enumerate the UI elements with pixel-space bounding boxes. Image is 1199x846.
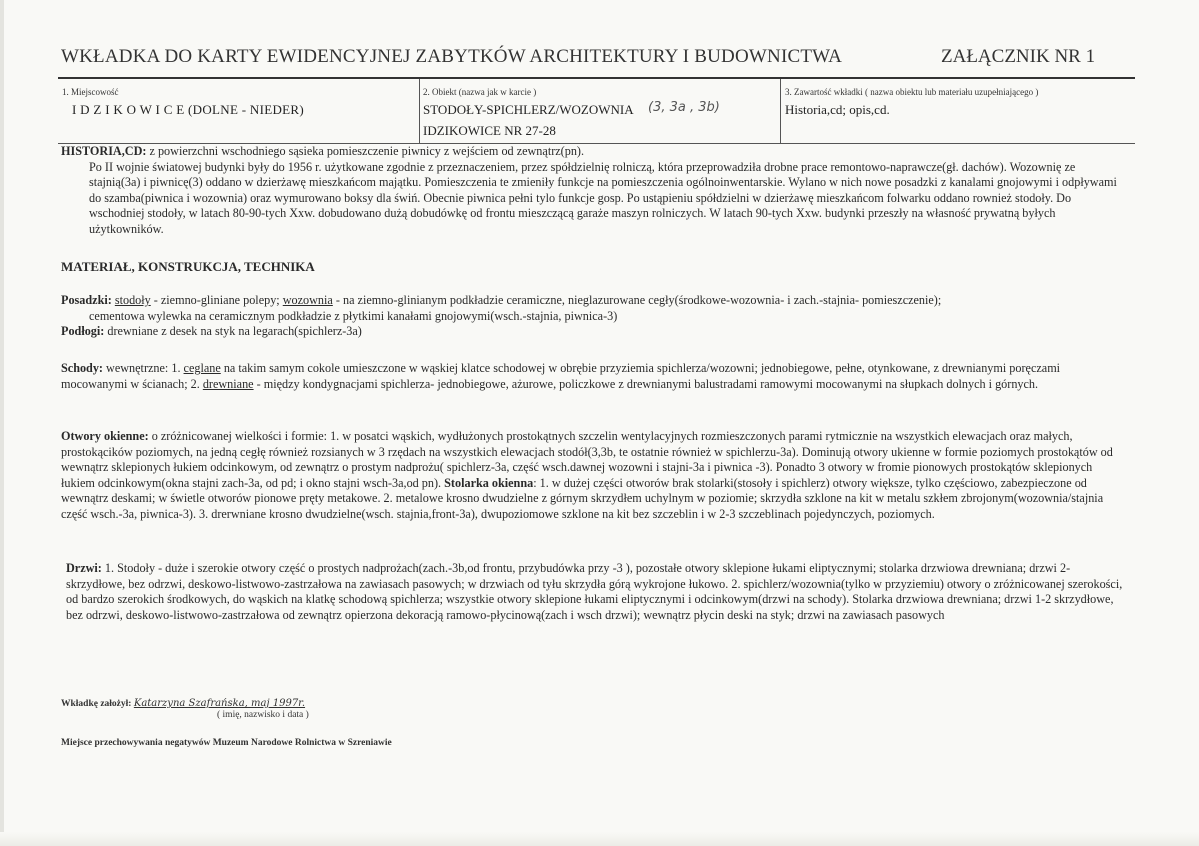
floors-text-3: cementowa wylewka na ceramicznym podkładzie z płytkimi kanałami gnojowymi(wsch.-stajnia, piwnica-3)	[89, 308, 618, 323]
header-rule	[58, 77, 1135, 79]
history-body: Po II wojnie światowej budynki były do 1956 r. użytkowane zgodnie z przeznaczeniem, przez spółdzielnię rolniczą, która przeprowadziła drobne prace remontowo-naprawcze(gł. dachów). Wozownię ze stajnią(3a) i piwnicę(3) oddano w dzierżawę mieszkańcom majątku. Pomieszczenia te zmieniły funkcje na pomieszczenia ogólnoinwentarskie. Wylano w nich nowe posadzki z kanalami gnojowymi i odpływami do szamba(piwnica i wozownia) oraz wymurowano boksy dla świń. Obecnie piwnica pełni tylo funkcje gosp. Po ustąpieniu spółdzielni w dzierżawę mieszkańcom folwarku oddano rownież stodoły. Do wschodniej stodoły, w latach 80-90-tych Xxw. dobudowano dużą dobudówkę od frontu mieszczącą garaże maszyn rolniczych. W latach 90-tych Xxw. budynki przeszły na własność prywatną byłych użytkowników.	[89, 159, 1117, 236]
stairs-text-1: wewnętrzne: 1.	[103, 361, 184, 375]
podlogi-text: drewniane z desek na styk na legarach(spichlerz-3a)	[104, 324, 362, 339]
stairs-section	[61, 361, 1121, 392]
prepared-by-hint: ( imię, nazwisko i data )	[217, 710, 309, 720]
stairs-brick-term: ceglane	[183, 361, 221, 375]
object-label: 2. Obiekt (nazwa jak w karcie )	[423, 87, 537, 97]
podlogi-label: Podłogi:	[61, 324, 105, 339]
window-joinery-label: Stolarka okienna	[444, 475, 534, 490]
floors-text-2: - na ziemno-glinianym podkładzie ceramiczne, nieglazurowane cegły(środkowe-wozownia- i zach.-stajnia- pomieszczenie);	[332, 293, 942, 307]
windows-label: Otwory okienne:	[61, 429, 149, 443]
floors-section	[61, 293, 1121, 340]
content-value: Historia,cd; opis,cd.	[785, 102, 890, 117]
prepared-by-signature: Katarzyna Szafrańska, maj 1997r.	[133, 698, 306, 709]
window-joinery-text: : 1. w dużej części otworów brak stolarki(stosoły i spichlerz) otwory większe, tylko częściowo, zabezpieczone od wewnątrz deskami; w świetle otworów pionowe pręty metakowe. 2. metalowe krosno dwudzielne z górnym skrzydłem uchylnym w poziomie; skrzydła szklone na kit w metalu szkłem zbrojonym(wozownia/stajnia część wsch.-3a, piwnica-3). 3. drerwniane krosno dwudzielne(wsch. stajnia,front-3a), dwupoziomowe szklone na kit bez szczeblin i w 2-3 szczeblinach pojedynczych, poziomych.	[61, 475, 1104, 521]
object-value: STODOŁY-SPICHLERZ/WOZOWNIA	[423, 102, 634, 117]
column-divider-2	[780, 79, 781, 143]
doors-text: 1. Stodoły - duże i szerokie otwory część o prostych nadprożach(zach.-3b,od frontu, przybudówka przy -3 ), pozostałe otwory sklepione łukami eliptycznymi; stolarka drzwiowa drewniana; drzwi 2-skrzydłowe, bez odrzwi, deskowo-listwowo-zastrzałowa na zawiasach pasowych; w drzwiach od tyłu skrzydła górą wykrojone łukowo. 2. spichlerz/wozownia(tylko w przyziemiu) otwory o zróżnicowanej szerokości, od bardzo szerokich środkowych, do wąskich na klatkę schodową spichlerza; wszystkie otwory sklepione łukami eliptycznymi i odcinkowym(drzwi na schody). Stolarka drzwiowa drewniana; drzwi 1-2 skrzydłowe, bez odrzwi, deskowo-listwowo-zastrzałowa od zewnątrz opierzona dekoracją ramowo-płycinową(zach i wsch drzwi); wewnątrz płycin deski na styk; drzwi na zawiasach pasowych	[66, 561, 1123, 622]
history-section	[61, 144, 1121, 238]
floors-label: Posadzki:	[61, 293, 112, 307]
history-heading: HISTORIA,CD:	[61, 144, 147, 158]
content-label: 3. Zawartość wkładki ( nazwa obiektu lub materiału uzupełniającego )	[785, 87, 1039, 97]
column-divider-1	[419, 79, 420, 143]
stairs-wood-term: drewniane	[202, 376, 254, 391]
prepared-by-label: Wkładkę założył:	[61, 699, 132, 709]
windows-text: o zróżnicowanej wielkości i formie: 1. w posatci wąskich, wydłużonych prostokątnych szczelin wentylacyjnych rozmieszczonych parami rytmicznie na wszystkich elewacjach oraz małych, prostokącików poziomych, na jedną cegłę również rozsianych w 3 rzędach na wszystkich elewacjach stodół(3,3b, te ostatnie również w spichlerzu-3a). Dominują otwory ukienne w formie poziomych prostokątów od wewnątrz sklepionych łukiem odcinkowym, od zewnątrz o prostym nadprożu( spichlerz-3a, część wsch.dawnej wozowni i stajni-3a i piwnica -3). Ponadto 3 otwory w fromie pionowych prostokątów sklepionych łukiem odcinkowym(okna stajni zach-3a, od pd; i okno stajni wsch-3a,od pn).	[61, 429, 1113, 490]
page-edge-shadow	[0, 0, 4, 846]
floors-barns-term: stodoły	[114, 293, 151, 307]
prepared-by-line	[61, 698, 305, 709]
handwritten-object-numbers: (3, 3a , 3b)	[648, 100, 720, 115]
doors-label: Drzwi:	[66, 561, 102, 575]
floors-coachhouse-term: wozownia	[282, 293, 333, 307]
floors-text-1: - ziemno-gliniane polepy;	[150, 293, 283, 307]
negatives-location: Miejsce przechowywania negatywów Muzeum Narodowe Rolnictwa w Szreniawie	[61, 738, 392, 748]
page-bottom-shadow	[0, 832, 1199, 846]
place-label: 1. Miejscowość	[62, 87, 119, 97]
place-value: I D Z I K O W I C E (DOLNE - NIEDER)	[72, 102, 304, 117]
windows-section	[61, 429, 1121, 523]
material-heading: MATERIAŁ, KONSTRUKCJA, TECHNIKA	[61, 259, 315, 274]
doors-section	[66, 561, 1126, 623]
document-title: WKŁADKA DO KARTY EWIDENCYJNEJ ZABYTKÓW ARCHITEKTURY I BUDOWNICTWA	[61, 46, 843, 67]
object-address: IDZIKOWICE NR 27-28	[423, 123, 556, 138]
stairs-label: Schody:	[61, 361, 103, 375]
annex-number: ZAŁĄCZNIK NR 1	[941, 46, 1096, 67]
stairs-text-2: na takim samym cokole umieszczone w wąskiej klatce schodowej w obrębie przyziemia spichlerza/wozowni; jednobiegowe, pełne, otynkowane, z drewnianymi poręczami mocowanymi w ścianach; 2.	[61, 361, 1061, 391]
stairs-text-3: - między kondygnacjami spichlerza- jednobiegowe, ażurowe, policzkowe z drewnianymi balustradami ramowymi mocowanymi na słupkach dolnych i górnych.	[253, 376, 1039, 391]
history-lead: z powierzchni wschodniego sąsieka pomieszczenie piwnicy z wejściem od zewnątrz(pn).	[146, 144, 585, 158]
